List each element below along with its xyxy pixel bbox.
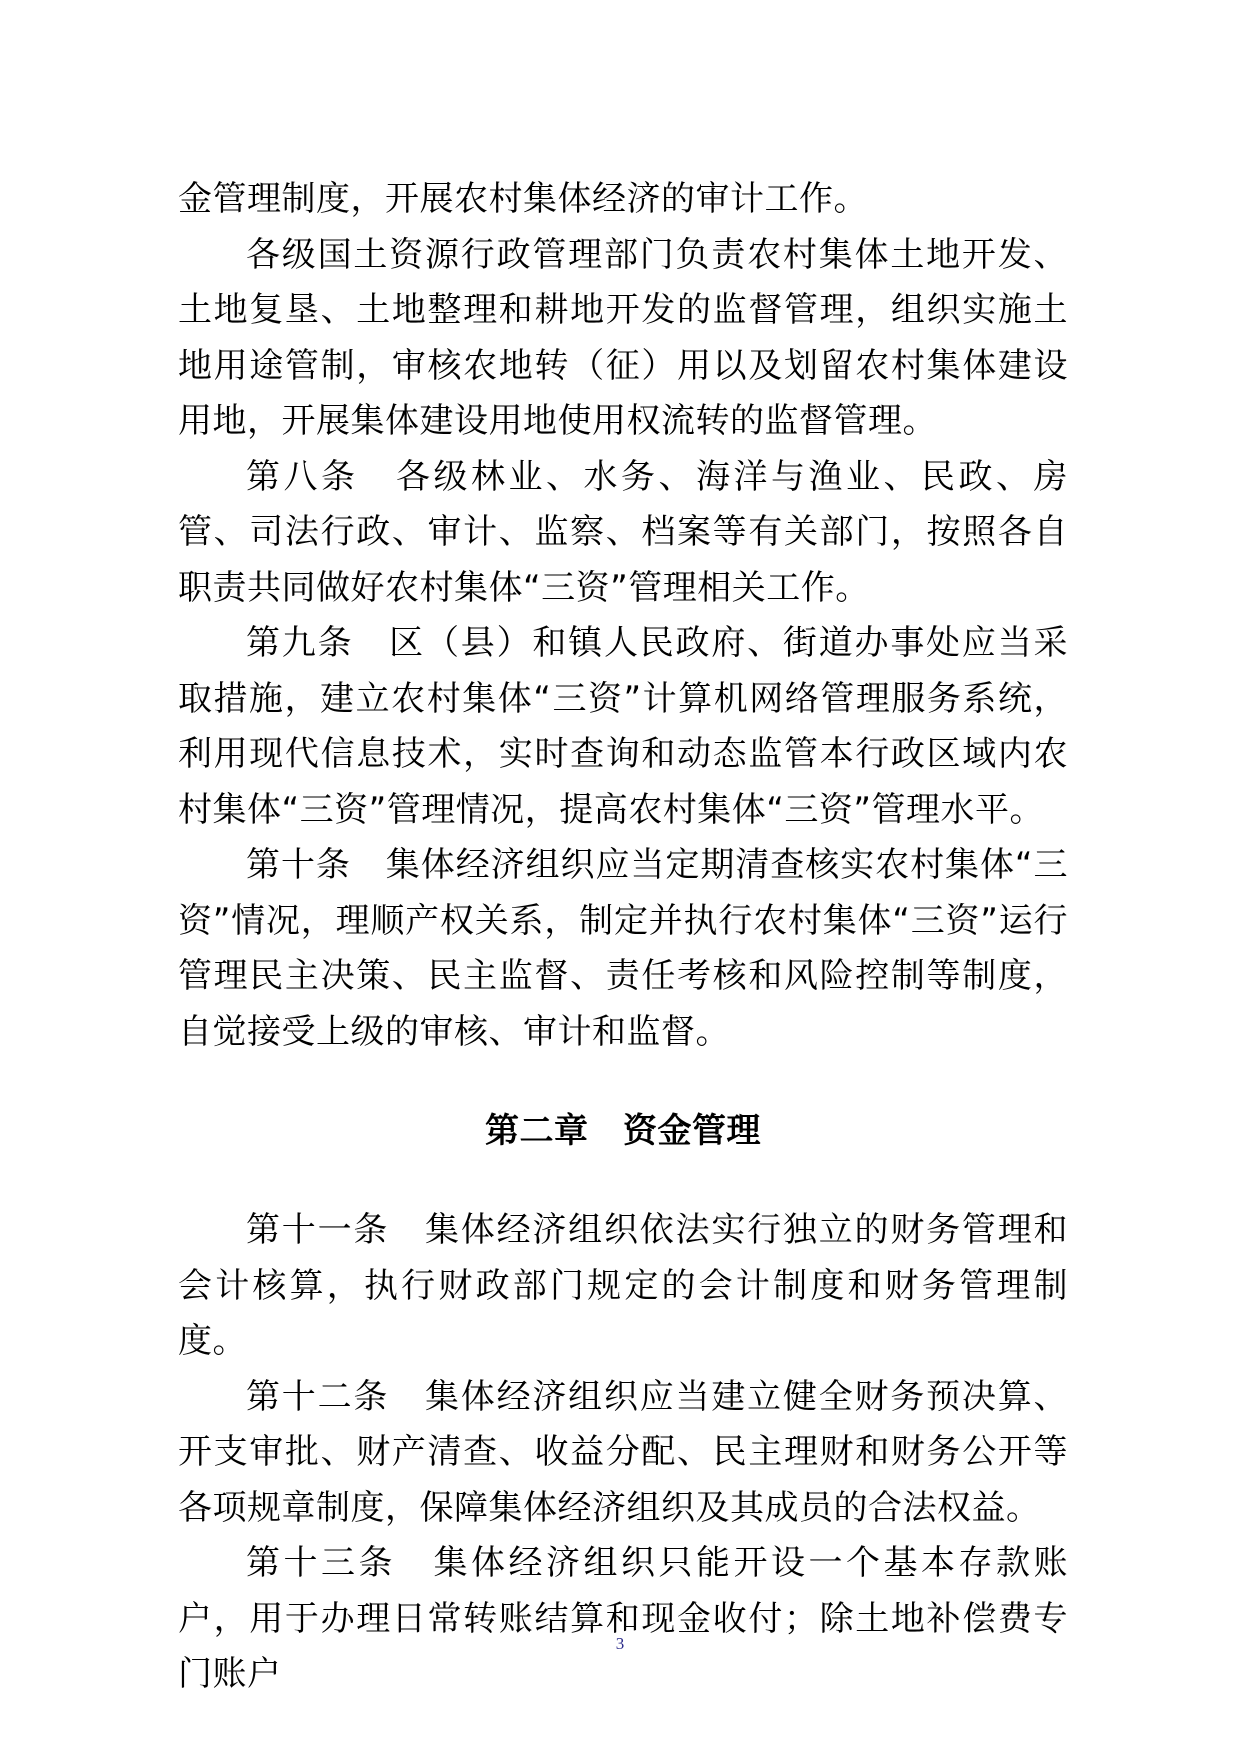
article-10: 第十条 集体经济组织应当定期清查核实农村集体“三资”情况，理顺产权关系，制定并执行农村集体“三资”运行管理民主决策、民主监督、责任考核和风险控制等制度，自觉接受上级的审核、审计和监督。	[178, 845, 1068, 1052]
chapter-title: 第二章 资金管理	[485, 1111, 761, 1151]
article-12: 第十二条 集体经济组织应当建立健全财务预决算、开支审批、财产清查、收益分配、民主理财和财务公开等各项规章制度，保障集体经济组织及其成员的合法权益。	[178, 1376, 1068, 1528]
article-13: 第十三条 集体经济组织只能开设一个基本存款账户，用于办理日常转账结算和现金收付；除土地补偿费专门账户	[178, 1543, 1068, 1694]
page-number: 3	[615, 1634, 625, 1653]
article-8: 第八条 各级林业、水务、海洋与渔业、民政、房管、司法行政、审计、监察、档案等有关部门，按照各自职责共同做好农村集体“三资”管理相关工作。	[178, 456, 1068, 608]
article-11: 第十一条 集体经济组织依法实行独立的财务管理和会计核算，执行财政部门规定的会计制度和财务管理制度。	[178, 1210, 1068, 1361]
article-9: 第九条 区（县）和镇人民政府、街道办事处应当采取措施，建立农村集体“三资”计算机网络管理服务系统，利用现代信息技术，实时查询和动态监管本行政区域内农村集体“三资”管理情况，提高农村集体“三资”管理水平。	[178, 623, 1068, 830]
document-body	[178, 172, 1068, 1703]
paragraph-continuation: 金管理制度，开展农村集体经济的审计工作。	[178, 179, 868, 219]
paragraph-land-resources: 各级国土资源行政管理部门负责农村集体土地开发、土地复垦、土地整理和耕地开发的监督管理，组织实施土地用途管制，审核农地转（征）用以及划留农村集体建设用地，开展集体建设用地使用权流转的监督管理。	[178, 234, 1068, 441]
